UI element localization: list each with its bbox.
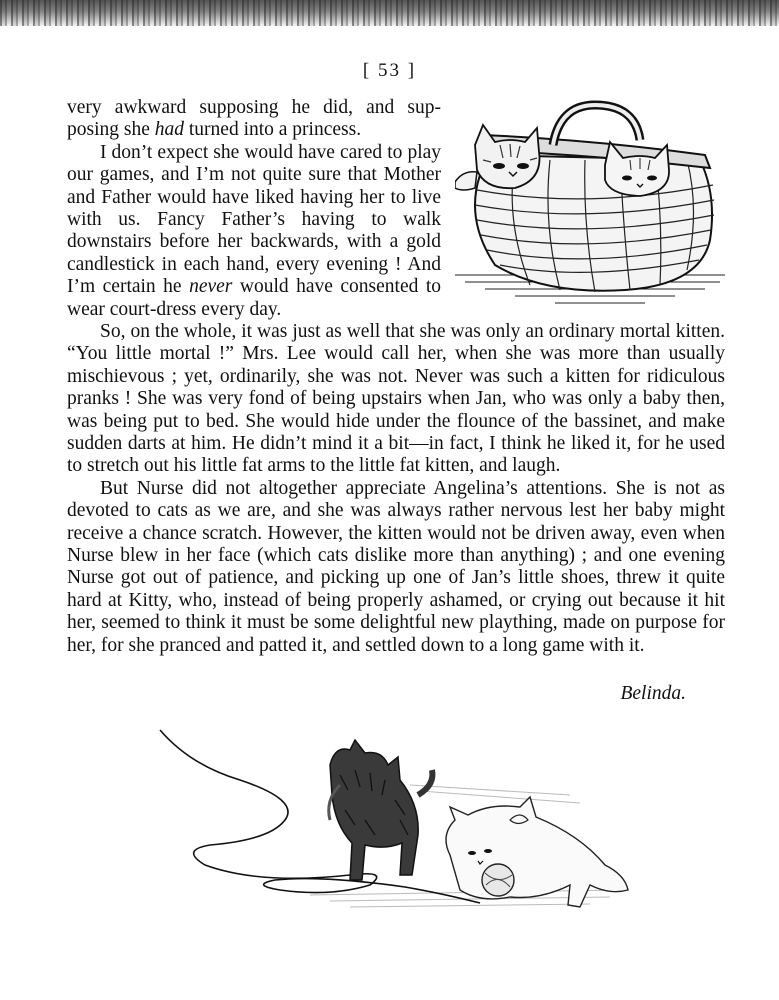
paragraph-4-line-7: properly ashamed, or crying out because it hit her, seemed to think it must xyxy=(67,589,726,634)
paragraph-2-line-4: her to live with us. Fancy Father’s having xyxy=(67,186,441,231)
paragraph-2-line-7: evening ! And I’m certain he never would xyxy=(67,253,441,298)
narrow-text-block xyxy=(67,97,441,321)
paragraph-4 xyxy=(67,478,725,657)
paragraph-2-line-2: play our games, and I’m not quite sure that xyxy=(67,141,442,186)
paragraph-4-line-4: driven away, even when Nurse blew in her face (which cats dislike more than xyxy=(67,522,725,567)
paragraph-4-line-1: But Nurse did not altogether appreciate Angelina’s attentions. She is not xyxy=(100,477,701,499)
paragraph-4-line-9: and patted it, and settled down to a long game with it. xyxy=(225,634,645,656)
paragraph-2-line-9: day. xyxy=(249,298,282,320)
paragraph-4-line-8: be some delightful new plaything, made on purpose for her, for she pranced xyxy=(67,612,725,656)
paragraph-3-line-3: than usually mischievous ; yet, ordinarily, she was not. Never was such a xyxy=(67,343,726,387)
kittens-in-basket-illustration xyxy=(455,100,730,320)
signature: Belinda. xyxy=(620,683,686,704)
paragraph-3-line-6: the flounce of the bassinet, and make sudden darts at him. He didn’t mind xyxy=(67,410,725,455)
paragraph-2-line-3: Mother and Father would have liked having xyxy=(67,164,441,208)
wide-text-block xyxy=(67,321,725,657)
paragraph-2 xyxy=(67,142,441,321)
paragraph-3-line-4: kitten for ridiculous pranks ! She was very fond of being upstairs when Jan, xyxy=(67,365,726,410)
paragraph-1-line-1: very awkward supposing he did, and sup- xyxy=(67,97,441,118)
paragraph-3 xyxy=(67,321,725,478)
paragraph-2-line-5: to walk downstairs before her backwards, xyxy=(67,209,442,253)
paragraph-3-line-1: So, on the whole, it was just as well that she was only an ordinary mortal xyxy=(100,321,671,342)
paragraph-3-line-5: who was only a baby then, was being put to bed. She would hide under xyxy=(67,388,725,432)
page-top-edge xyxy=(0,0,779,26)
paragraph-3-line-2: kitten. “You little mortal !” Mrs. Lee would call her, when she was more xyxy=(67,321,725,365)
page-number: [ 53 ] xyxy=(362,60,417,81)
paragraph-2-line-1: I don’t expect she would have cared to xyxy=(100,141,403,163)
paragraph-2-line-8: have consented to wear court-dress every xyxy=(67,276,442,320)
paragraph-1 xyxy=(67,97,441,142)
paragraph-4-line-6: of Jan’s little shoes, threw it quite hard at Kitty, who, instead of being xyxy=(67,567,726,611)
kittens-playing-with-string-illustration xyxy=(150,725,640,925)
paragraph-3-line-8: arms to the little fat kitten, and laugh. xyxy=(267,455,561,477)
paragraph-4-line-2: as devoted to cats as we are, and she was always rather nervous lest her xyxy=(67,477,725,522)
paragraph-1-line-2: posing she had turned into a princess. xyxy=(67,119,362,141)
paragraph-2-line-6: with a gold candlestick in each hand, every xyxy=(67,231,441,275)
paragraph-4-line-3: baby might receive a chance scratch. However, the kitten would not be xyxy=(67,500,725,544)
paragraph-4-line-5: anything) ; and one evening Nurse got out of patience, and picking up one xyxy=(67,545,725,589)
paragraph-3-line-7: it a bit—in fact, I think he liked it, for he used to stretch out his little fat xyxy=(67,433,726,477)
